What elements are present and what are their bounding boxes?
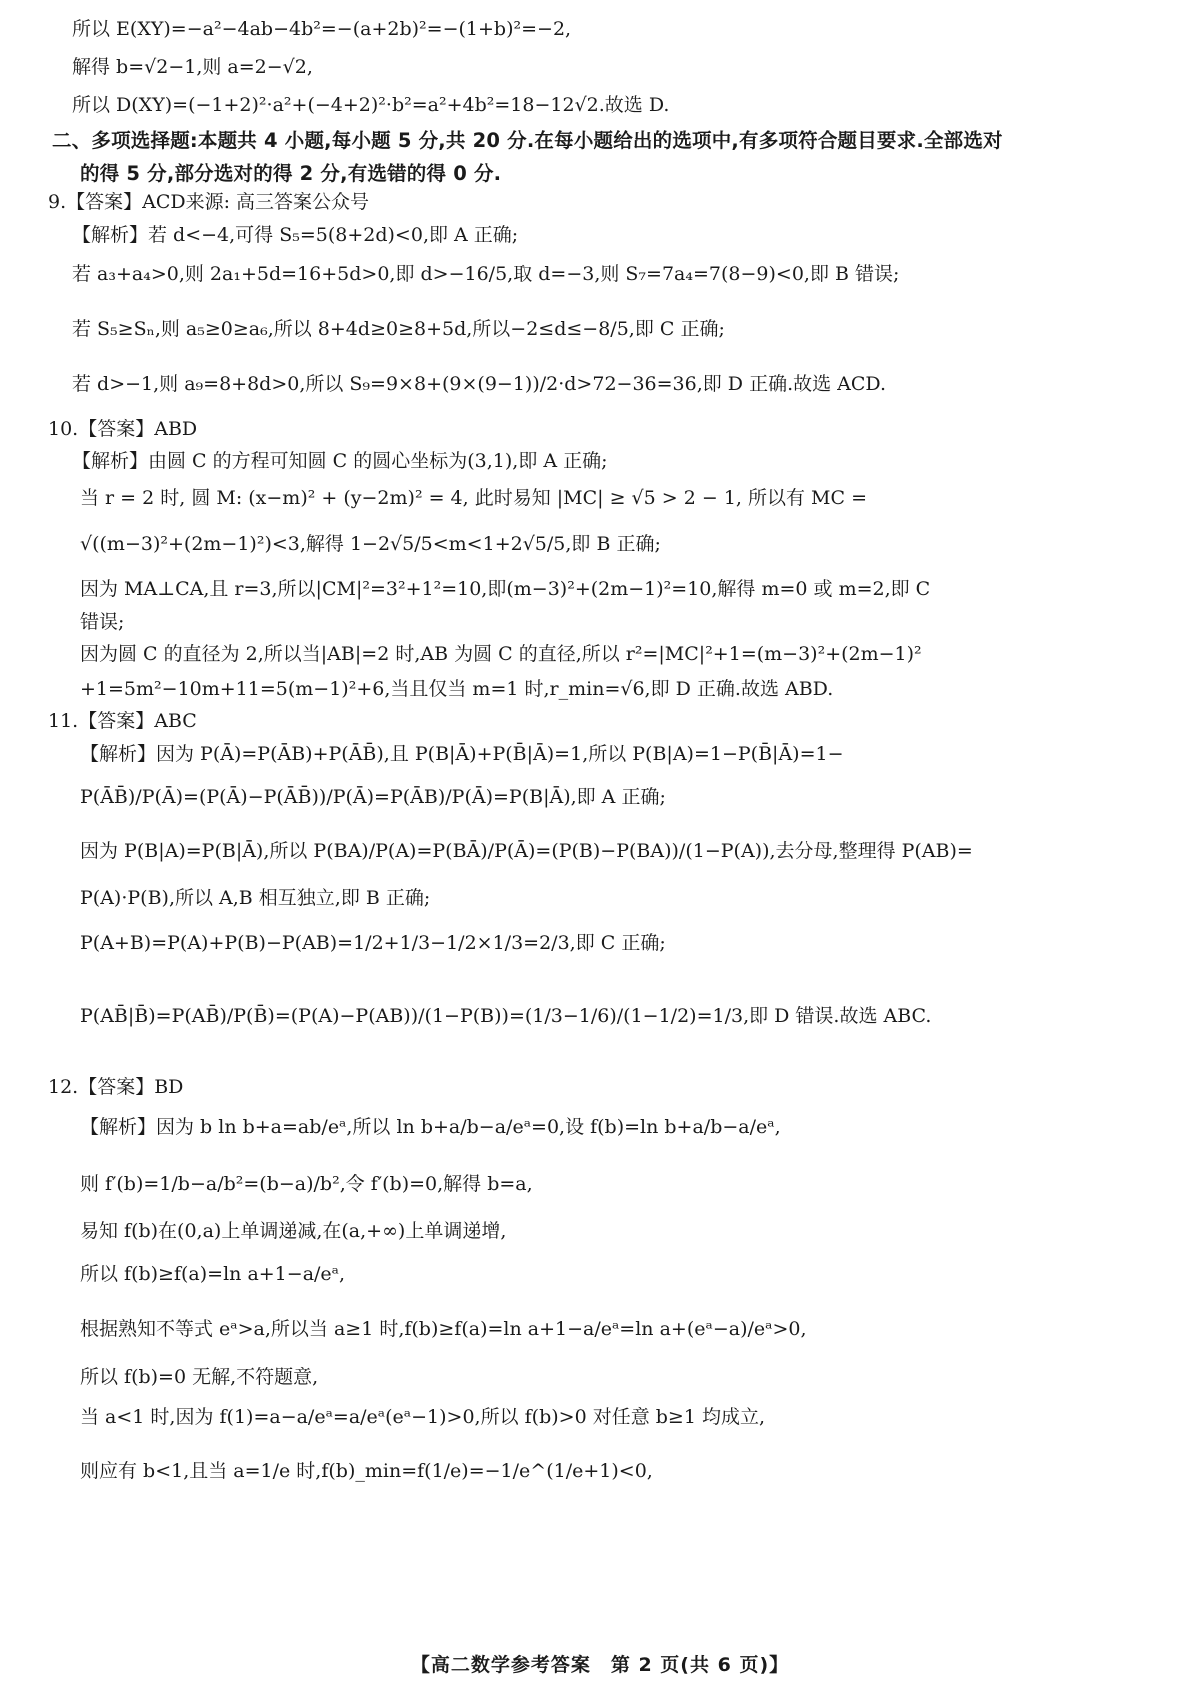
q11-line-2: P(ĀB̄)/P(Ā)=(P(Ā)−P(ĀB̄))/P(Ā)=P(ĀB)/P(Ā)=P(B|Ā),即 A 正确; [80, 786, 666, 808]
q10-answer: 10.【答案】ABD [48, 418, 198, 440]
q9-line-3: 若 S₅≥Sₙ,则 a₅≥0≥a₆,所以 8+4d≥0≥8+5d,所以−2≤d≤−8/5,即 C 正确; [72, 318, 725, 340]
q10-line-4: 因为 MA⊥CA,且 r=3,所以|CM|²=3²+1²=10,即(m−3)²+(2m−1)²=10,解得 m=0 或 m=2,即 C [80, 578, 931, 600]
q12-line-2: 则 f′(b)=1/b−a/b²=(b−a)/b²,令 f′(b)=0,解得 b=a, [80, 1173, 533, 1195]
q9-line-2: 若 a₃+a₄>0,则 2a₁+5d=16+5d>0,即 d>−16/5,取 d=−3,则 S₇=7a₄=7(8−9)<0,即 B 错误; [72, 263, 900, 285]
q10-line-6: 因为圆 C 的直径为 2,所以当|AB|=2 时,AB 为圆 C 的直径,所以 r²=|MC|²+1=(m−3)²+(2m−1)² [80, 643, 922, 665]
q12-line-8: 则应有 b<1,且当 a=1/e 时,f(b)_min=f(1/e)=−1/e^(1/e+1)<0, [80, 1460, 653, 1482]
q12-line-6: 所以 f(b)=0 无解,不符题意, [80, 1366, 319, 1388]
q8-line-3: 所以 D(XY)=(−1+2)²·a²+(−4+2)²·b²=a²+4b²=18−12√2.故选 D. [72, 94, 670, 116]
q11-line-3: 因为 P(B|A)=P(B|Ā),所以 P(BA)/P(A)=P(BĀ)/P(Ā)=(P(B)−P(BA))/(1−P(A)),去分母,整理得 P(AB)= [80, 840, 973, 862]
q10-line-5: 错误; [80, 611, 125, 633]
q12-answer: 12.【答案】BD [48, 1076, 184, 1098]
q11-answer: 11.【答案】ABC [48, 710, 197, 732]
q8-line-2: 解得 b=√2−1,则 a=2−√2, [72, 56, 313, 78]
q8-line-1: 所以 E(XY)=−a²−4ab−4b²=−(a+2b)²=−(1+b)²=−2, [72, 18, 572, 40]
q10-line-1: 【解析】由圆 C 的方程可知圆 C 的圆心坐标为(3,1),即 A 正确; [72, 450, 608, 472]
q12-line-7: 当 a<1 时,因为 f(1)=a−a/eᵃ=a/eᵃ(eᵃ−1)>0,所以 f(b)>0 对任意 b≥1 均成立, [80, 1406, 765, 1428]
q9-line-4: 若 d>−1,则 a₉=8+8d>0,所以 S₉=9×8+(9×(9−1))/2·d>72−36=36,即 D 正确.故选 ACD. [72, 373, 887, 395]
q10-line-7: +1=5m²−10m+11=5(m−1)²+6,当且仅当 m=1 时,r_min=√6,即 D 正确.故选 ABD. [80, 678, 834, 700]
q10-line-2: 当 r = 2 时, 圆 M: (x−m)² + (y−2m)² = 4, 此时易知 |MC| ≥ √5 > 2 − 1, 所以有 MC = [80, 487, 867, 509]
page-footer: 【高二数学参考答案 第 2 页(共 6 页)】 [410, 1654, 790, 1676]
q11-line-4: P(A)·P(B),所以 A,B 相互独立,即 B 正确; [80, 887, 431, 909]
q12-line-3: 易知 f(b)在(0,a)上单调递减,在(a,+∞)上单调递增, [80, 1220, 507, 1242]
q10-line-3: √((m−3)²+(2m−1)²)<3,解得 1−2√5/5<m<1+2√5/5,即 B 正确; [80, 533, 661, 555]
section-heading-line-1: 二、多项选择题:本题共 4 小题,每小题 5 分,共 20 分.在每小题给出的选项中,有多项符合题目要求.全部选对 [52, 129, 1003, 152]
section-heading-line-2: 的得 5 分,部分选对的得 2 分,有选错的得 0 分. [80, 162, 502, 185]
q12-line-5: 根据熟知不等式 eᵃ>a,所以当 a≥1 时,f(b)≥f(a)=ln a+1−a/eᵃ=ln a+(eᵃ−a)/eᵃ>0, [80, 1318, 807, 1340]
q12-line-4: 所以 f(b)≥f(a)=ln a+1−a/eᵃ, [80, 1263, 346, 1285]
q9-answer: 9.【答案】ACD来源: 高三答案公众号 [48, 191, 370, 213]
q9-line-1: 【解析】若 d<−4,可得 S₅=5(8+2d)<0,即 A 正确; [72, 224, 519, 246]
q11-line-5: P(A+B)=P(A)+P(B)−P(AB)=1/2+1/3−1/2×1/3=2/3,即 C 正确; [80, 932, 666, 954]
q12-line-1: 【解析】因为 b ln b+a=ab/eᵃ,所以 ln b+a/b−a/eᵃ=0,设 f(b)=ln b+a/b−a/eᵃ, [80, 1116, 781, 1138]
q11-line-1: 【解析】因为 P(Ā)=P(ĀB)+P(ĀB̄),且 P(B|Ā)+P(B̄|Ā)=1,所以 P(B|A)=1−P(B̄|Ā)=1− [80, 743, 844, 765]
q11-line-6: P(AB̄|B̄)=P(AB̄)/P(B̄)=(P(A)−P(AB))/(1−P(B))=(1/3−1/6)/(1−1/2)=1/3,即 D 错误.故选 ABC. [80, 1005, 932, 1027]
